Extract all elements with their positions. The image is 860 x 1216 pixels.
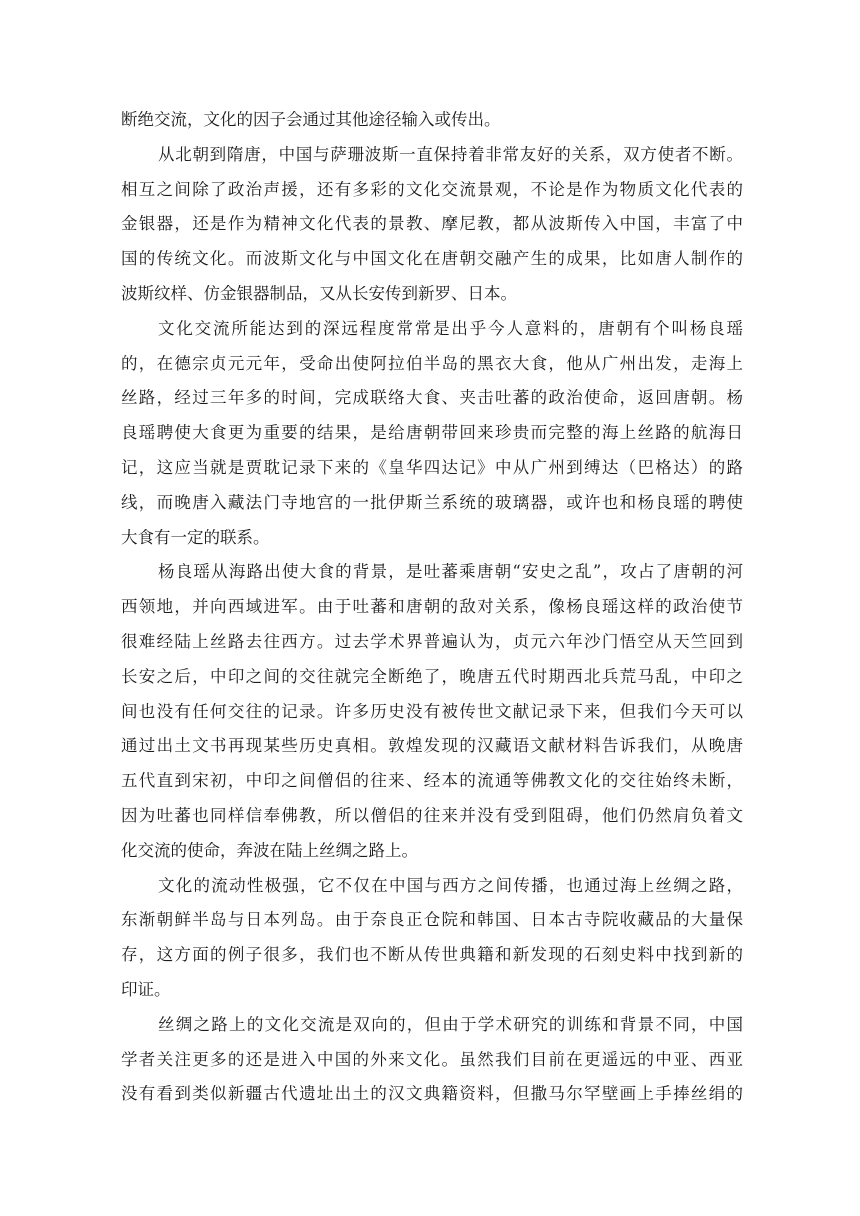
text-line: 文化交流所能达到的深远程度常常是出乎今人意料的，唐朝有个叫杨良瑶 [158, 318, 743, 338]
text-line: 五代直到宋初，中印之间僧侣的往来、经本的流通等佛教文化的交往始终未断， [121, 771, 743, 791]
text-line: 很难经陆上丝路去往西方。过去学术界普遍认为，贞元六年沙门悟空从天竺回到 [121, 631, 743, 651]
text-line: 大食有一定的联系。 [121, 527, 270, 547]
article-body [121, 103, 743, 1112]
text-line: 丝绸之路上的文化交流是双向的，但由于学术研究的训练和背景不同，中国 [158, 1014, 743, 1034]
text-line: 线，而晚唐入藏法门寺地宫的一批伊斯兰系统的玻璃器，或许也和杨良瑶的聘使 [121, 492, 743, 512]
text-line: 良瑶聘使大食更为重要的结果，是给唐朝带回来珍贵而完整的海上丝路的航海日 [121, 423, 743, 443]
text-line: 文化的流动性极强，它不仅在中国与西方之间传播，也通过海上丝绸之路， [158, 875, 743, 895]
text-line: 从北朝到隋唐，中国与萨珊波斯一直保持着非常友好的关系，双方使者不断。 [158, 144, 743, 164]
text-line: 相互之间除了政治声援，还有多彩的文化交流景观，不论是作为物质文化代表的 [121, 179, 743, 199]
text-line: 杨良瑶从海路出使大食的背景，是吐蕃乘唐朝“安史之乱”，攻占了唐朝的河 [158, 562, 743, 582]
text-line: 因为吐蕃也同样信奉佛教，所以僧侣的往来并没有受到阻碍，他们仍然肩负着文 [121, 805, 743, 825]
text-line: 断绝交流，文化的因子会通过其他途径输入或传出。 [121, 110, 501, 129]
paragraph [121, 1008, 743, 1112]
text-line: 波斯纹样、仿金银器制品，又从长安传到新罗、日本。 [121, 283, 517, 303]
text-line: 通过出土文书再现某些历史真相。敦煌发现的汉藏语文献材料告诉我们，从晚唐 [121, 736, 743, 756]
text-line: 记，这应当就是贾耽记录下来的《皇华四达记》中从广州到缚达（巴格达）的路 [121, 457, 743, 477]
text-line: 东渐朝鲜半岛与日本列岛。由于奈良正仓院和韩国、日本古寺院收藏品的大量保 [121, 910, 743, 930]
text-line: 学者关注更多的还是进入中国的外来文化。虽然我们目前在更遥远的中亚、西亚 [121, 1049, 743, 1069]
text-line: 存，这方面的例子很多，我们也不断从传世典籍和新发现的石刻史料中找到新的 [121, 945, 743, 965]
text-line: 长安之后，中印之间的交往就完全断绝了，晚唐五代时期西北兵荒马乱，中印之 [121, 666, 743, 686]
text-line: 金银器，还是作为精神文化代表的景教、摩尼教，都从波斯传入中国，丰富了中 [121, 214, 743, 234]
text-line: 国的传统文化。而波斯文化与中国文化在唐朝交融产生的成果，比如唐人制作的 [121, 249, 743, 269]
text-line: 间也没有任何交往的记录。许多历史没有被传世文献记录下来，但我们今天可以 [121, 701, 743, 721]
paragraph [121, 869, 743, 1008]
paragraph [121, 555, 743, 868]
text-line: 丝路，经过三年多的时间，完成联络大食、夹击吐蕃的政治使命，返回唐朝。杨 [121, 388, 743, 408]
text-line: 的，在德宗贞元元年，受命出使阿拉伯半岛的黑衣大食，他从广州出发，走海上 [121, 353, 743, 373]
text-line: 化交流的使命，奔波在陆上丝绸之路上。 [121, 840, 418, 860]
paragraph [121, 312, 743, 556]
text-line: 西领地，并向西域进军。由于吐蕃和唐朝的敌对关系，像杨良瑶这样的政治使节 [121, 597, 743, 617]
paragraph [121, 103, 743, 138]
text-line: 印证。 [121, 979, 171, 999]
paragraph [121, 138, 743, 312]
text-line: 没有看到类似新疆古代遗址出土的汉文典籍资料，但撒马尔罕壁画上手捧丝绢的 [121, 1084, 743, 1104]
